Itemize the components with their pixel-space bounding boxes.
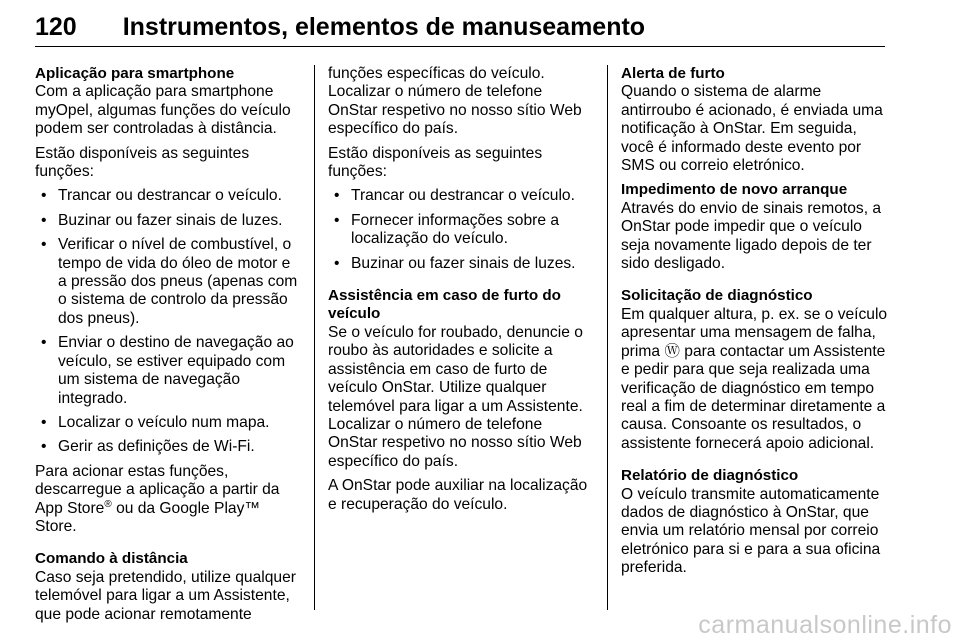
paragraph: A OnStar pode auxiliar na localização e recuperação do veículo. xyxy=(328,477,588,513)
paragraph: Quando o sistema de alarme antirroubo é acionado, é enviada uma notificação à OnStar. Em seguida, você é informado deste evento por SMS ou correio eletrónico. xyxy=(621,83,883,175)
column-2 xyxy=(328,65,594,520)
list-item: • Buzinar ou fazer sinais de luzes. xyxy=(328,255,594,273)
paragraph: Estão disponíveis as seguintes funções: xyxy=(35,144,250,181)
page-number: 120 xyxy=(35,13,77,41)
paragraph: O veículo transmite automaticamente dados de diagnóstico à OnStar, que envia um relatório mensal por correio eletrónico para si e para a sua oficina preferida. xyxy=(621,485,881,577)
paragraph: funções específicas do veículo. Localizar o número de telefone OnStar respetivo no nosso sítio Web específico do país. xyxy=(328,65,582,138)
watermark: carmanualsonline.info xyxy=(698,611,952,639)
list-item: • Trancar ou destrancar o veículo. xyxy=(328,187,594,205)
section-title-remote-control: Comando à distância xyxy=(35,550,188,568)
column-1 xyxy=(35,65,303,630)
paragraph: Através do envio de sinais remotos, a OnStar pode impedir que o veículo seja novamente ligado depois de ter sido desligado. xyxy=(621,199,882,273)
section-title-theft-assistance: Assistência em caso de furto do veículo xyxy=(328,287,561,323)
onstar-button-icon: Ⓦ xyxy=(664,342,680,360)
column-3 xyxy=(621,65,889,584)
section-title-theft-alert: Alerta de furto xyxy=(621,65,725,82)
paragraph: Caso seja pretendido, utilize qualquer telemóvel para ligar a um Assistente, que pode acionar remotamente xyxy=(35,568,296,623)
registered-mark: ® xyxy=(104,498,112,510)
paragraph: Em qualquer altura, p. ex. se o veículo apresentar uma mensagem de falha, prima Ⓦ para contactar um Assistente e pedir para que seja realizada uma verificação de diagnóstico em tempo real a fim de determinar diretamente a causa. Consoante os resultados, o assistente fornecerá apoio adicional. xyxy=(621,305,888,452)
page-header xyxy=(35,10,885,47)
column-divider xyxy=(314,65,315,610)
function-list xyxy=(328,187,594,273)
list-item: • Gerir as definições de Wi-Fi. xyxy=(35,438,303,456)
section-title-diagnostic-report: Relatório de diagnóstico xyxy=(621,467,799,485)
list-item: • Localizar o veículo num mapa. xyxy=(35,414,303,432)
list-item: • Fornecer informações sobre a localização do veículo. xyxy=(328,212,594,249)
list-item: • Verificar o nível de combustível, o tempo de vida do óleo de motor e a pressão dos pneus (apenas com o sistema de controlo da pressão dos pneus). xyxy=(35,236,303,328)
section-title-restart-prevention: Impedimento de novo arranque xyxy=(621,181,848,199)
paragraph: Se o veículo for roubado, denuncie o roubo às autoridades e solicite a assistência em caso de furto de veículo OnStar. Utilize qualquer telemóvel para ligar a um Assistente. Localizar o número de telefone OnStar respetivo no nosso sítio Web específico do país. xyxy=(328,323,583,470)
column-divider xyxy=(607,65,608,610)
list-item: • Enviar o destino de navegação ao veículo, se estiver equipado com um sistema de navegação integrado. xyxy=(35,334,303,408)
function-list xyxy=(35,187,303,456)
list-item: • Trancar ou destrancar o veículo. xyxy=(35,187,303,205)
section-title-smartphone-app: Aplicação para smartphone xyxy=(35,65,235,82)
list-item: • Buzinar ou fazer sinais de luzes. xyxy=(35,212,303,230)
paragraph: Estão disponíveis as seguintes funções: xyxy=(328,144,543,181)
paragraph: Com a aplicação para smartphone myOpel, algumas funções do veículo podem ser controladas à distância. xyxy=(35,83,291,138)
page-title: Instrumentos, elementos de manuseamento xyxy=(122,13,646,41)
paragraph: Para acionar estas funções, descarregue a aplicação a partir da App Store® ou da Google Play™ Store. xyxy=(35,462,280,535)
section-title-diagnostic-request: Solicitação de diagnóstico xyxy=(621,287,813,305)
